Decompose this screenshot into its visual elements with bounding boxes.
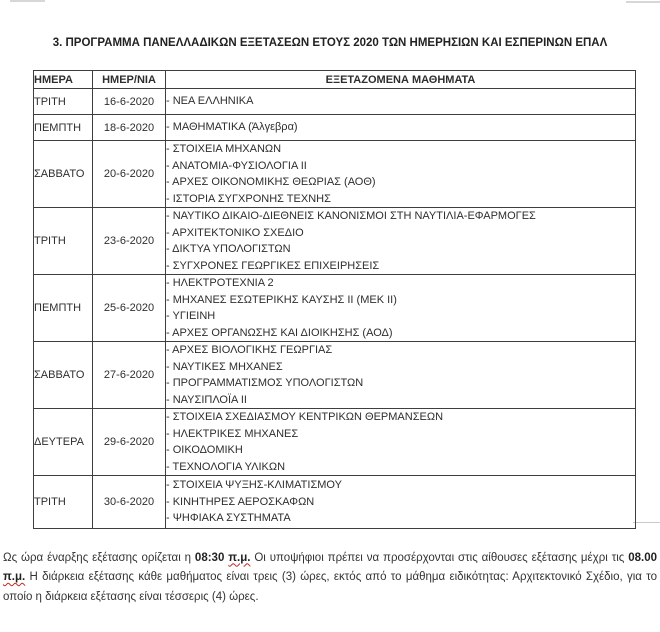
subject-item: - ΗΛΕΚΤΡΟΤΕΧΝΙΑ 2 [166, 277, 274, 289]
schedule-table-body [34, 89, 636, 529]
subject-item: - ΟΙΚΟΔΟΜΙΚΗ [166, 444, 243, 456]
day-cell: ΤΡΙΤΗ [34, 89, 93, 115]
subject-item: - ΗΛΕΚΤΡΙΚΕΣ ΜΗΧΑΝΕΣ [166, 427, 299, 440]
day-cell: ΤΡΙΤΗ [34, 208, 93, 275]
subject-item: - ΥΓΙΕΙΝΗ [166, 310, 216, 322]
subject-item: - ΝΑΥΣΙΠΛΟΪΑ ΙΙ [166, 393, 247, 406]
exam-schedule-table [33, 70, 636, 529]
day-cell: ΔΕΥΤΕΡΑ [34, 409, 93, 476]
page-title: 3. ΠΡΟΓΡΑΜΜΑ ΠΑΝΕΛΛΑΔΙΚΩΝ ΕΞΕΤΑΣΕΩΝ ΕΤΟΥΣ 2020 ΤΩΝ ΗΜΕΡΗΣΙΩΝ ΚΑΙ ΕΣΠΕΡΙΝΩΝ ΕΠΑΛ [52, 37, 608, 49]
subjects-cell [166, 409, 636, 476]
day-cell: ΤΡΙΤΗ [34, 476, 93, 529]
day-cell: ΣΑΒΒΑΤΟ [34, 342, 93, 409]
day-cell: ΣΑΒΒΑΤΟ [34, 141, 93, 208]
subject-item: - ΣΥΓΧΡΟΝΕΣ ΓΕΩΡΓΙΚΕΣ ΕΠΙΧΕΙΡΗΣΕΙΣ [166, 259, 380, 272]
table-row [34, 208, 636, 275]
table-border-tail-artifact [633, 522, 660, 523]
subject-item: - ΜΑΘΗΜΑΤΙΚΑ (Άλγεβρα) [166, 121, 298, 134]
footer-text: Η διάρκεια εξέτασης κάθε μαθήματος είναι τρεις (3) ώρες, εκτός από το μάθημα ειδικότητας: Αρχιτεκτονικό Σχέδιο, για το οποίο η διάρκεια εξέτασης είναι τέσσερις (4) ώρες. [3, 571, 657, 603]
table-row [34, 342, 636, 409]
date-cell: 25-6-2020 [93, 275, 166, 342]
footer-text: Οι υποψήφιοι πρέπει να προσέρχονται στις αίθουσες εξέτασης μέχρι τις [250, 551, 629, 564]
subject-item: - ΑΡΧΕΣ ΟΙΚΟΝΟΜΙΚΗΣ ΘΕΩΡΙΑΣ (ΑΟΘ) [166, 176, 376, 188]
footer-time-text: 08:30 [194, 551, 229, 564]
date-cell: 20-6-2020 [93, 141, 166, 208]
subject-item: - ΙΣΤΟΡΙΑ ΣΥΓΧΡΟΝΗΣ ΤΕΧΝΗΣ [166, 192, 331, 205]
footer-time-text: π.μ. [228, 551, 251, 564]
screenshot-edge-artifact-left [10, 0, 45, 2]
subject-item: - ΤΕΧΝΟΛΟΓΙΑ ΥΛΙΚΩΝ [166, 460, 286, 473]
subject-item: - ΑΝΑΤΟΜΙΑ-ΦΥΣΙΟΛΟΓΙΑ ΙΙ [166, 159, 307, 172]
subject-item: - ΑΡΧΙΤΕΚΤΟΝΙΚΟ ΣΧΕΔΙΟ [166, 226, 304, 239]
date-cell: 16-6-2020 [93, 89, 166, 115]
column-header-day: ΗΜΕΡΑ [34, 71, 93, 89]
subject-item: - ΑΡΧΕΣ ΟΡΓΑΝΩΣΗΣ ΚΑΙ ΔΙΟΙΚΗΣΗΣ (ΑΟΔ) [166, 326, 393, 339]
day-cell: ΠΕΜΠΤΗ [34, 115, 93, 141]
table-row [34, 275, 636, 342]
date-cell: 30-6-2020 [93, 476, 166, 529]
subject-item: - ΣΤΟΙΧΕΙΑ ΨΥΞΗΣ-ΚΛΙΜΑΤΙΣΜΟΥ [166, 479, 342, 492]
footer-text: Ως ώρα έναρξης εξέτασης ορίζεται η [3, 551, 195, 564]
date-cell: 29-6-2020 [93, 409, 166, 476]
subject-item: - ΔΙΚΤΥΑ ΥΠΟΛΟΓΙΣΤΩΝ [166, 243, 291, 255]
subjects-cell [166, 342, 636, 409]
footer-note [3, 549, 657, 608]
subjects-cell [166, 141, 636, 208]
subject-item: - ΑΡΧΕΣ ΒΙΟΛΟΓΙΚΗΣ ΓΕΩΡΓΙΑΣ [166, 344, 333, 356]
subject-item: - ΣΤΟΙΧΕΙΑ ΣΧΕΔΙΑΣΜΟΥ ΚΕΝΤΡΙΚΩΝ ΘΕΡΜΑΝΣΕΩΝ [166, 411, 444, 423]
footer-time-text: 08.00 [628, 551, 658, 564]
table-row [34, 409, 636, 476]
subject-item: - ΝΕΑ ΕΛΛΗΝΙΚΑ [166, 95, 254, 108]
subjects-cell [166, 476, 636, 529]
subjects-cell [166, 208, 636, 275]
column-header-date: ΗΜΕΡ/ΝΙΑ [93, 71, 166, 89]
date-cell: 27-6-2020 [93, 342, 166, 409]
table-row [34, 89, 636, 115]
subject-item: - ΨΗΦΙΑΚΑ ΣΥΣΤΗΜΑΤΑ [166, 512, 291, 525]
table-row [34, 476, 636, 529]
subject-item: - ΝΑΥΤΙΚΕΣ ΜΗΧΑΝΕΣ [166, 360, 283, 373]
subjects-cell [166, 115, 636, 141]
subjects-cell [166, 89, 636, 115]
subject-item: - ΚΙΝΗΤΗΡΕΣ ΑΕΡΟΣΚΑΦΩΝ [166, 495, 315, 508]
date-cell: 23-6-2020 [93, 208, 166, 275]
table-row [34, 141, 636, 208]
subjects-cell [166, 275, 636, 342]
date-cell: 18-6-2020 [93, 115, 166, 141]
subject-item: - ΣΤΟΙΧΕΙΑ ΜΗΧΑΝΩΝ [166, 143, 282, 155]
column-header-subjects: ΕΞΕΤΑΖΟΜΕΝΑ ΜΑΘΗΜΑΤΑ [166, 71, 636, 89]
table-row [34, 115, 636, 141]
screenshot-edge-artifact-right [626, 1, 660, 3]
subject-item: - ΜΗΧΑΝΕΣ ΕΣΩΤΕΡΙΚΗΣ ΚΑΥΣΗΣ ΙΙ (ΜΕΚ ΙΙ) [166, 293, 397, 306]
table-header-row [34, 71, 636, 89]
day-cell: ΠΕΜΠΤΗ [34, 275, 93, 342]
subject-item: - ΠΡΟΓΡΑΜΜΑΤΙΣΜΟΣ ΥΠΟΛΟΓΙΣΤΩΝ [166, 377, 364, 389]
footer-time-text: π.μ. [3, 571, 26, 583]
subject-item: - ΝΑΥΤΙΚΟ ΔΙΚΑΙΟ-ΔΙΕΘΝΕΙΣ ΚΑΝΟΝΙΣΜΟΙ ΣΤΗ ΝΑΥΤΙΛΙΑ-ΕΦΑΡΜΟΓΕΣ [166, 210, 536, 222]
